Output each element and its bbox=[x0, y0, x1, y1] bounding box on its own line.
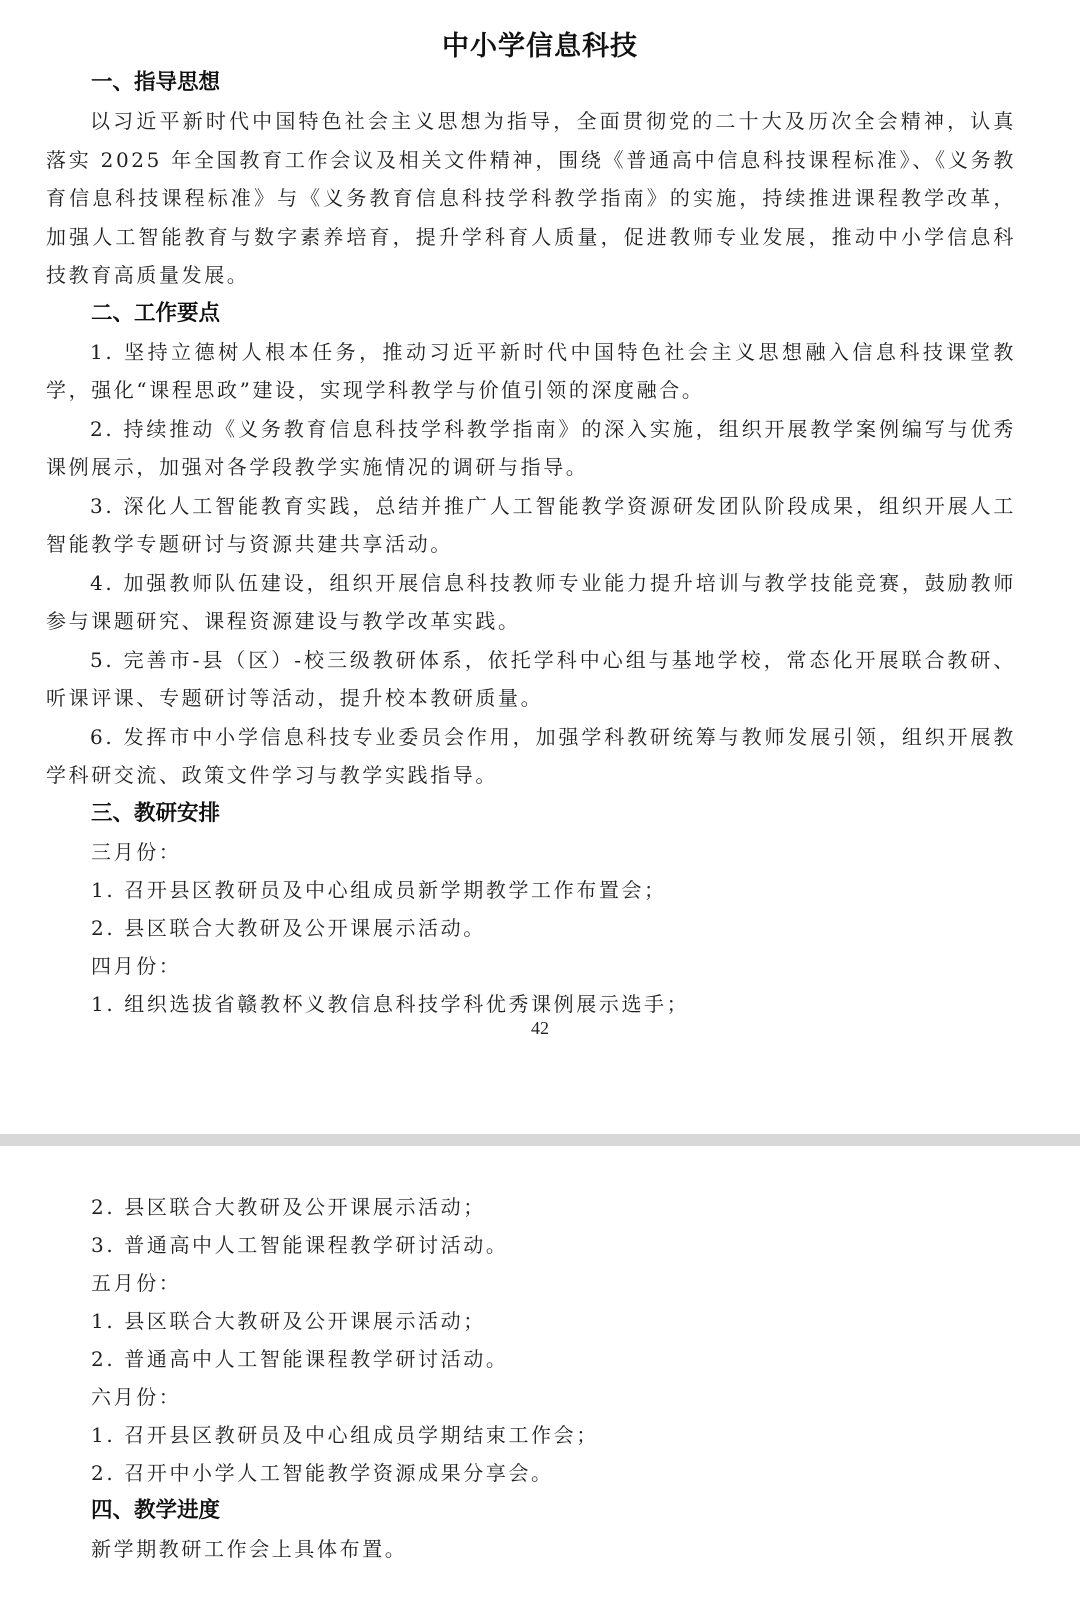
schedule-item: 2. 县区联合大教研及公开课展示活动； bbox=[91, 1195, 486, 1219]
month-label-june: 六月份： bbox=[91, 1385, 182, 1409]
page-separator bbox=[0, 1134, 1080, 1146]
teaching-progress-text: 新学期教研工作会上具体布置。 bbox=[91, 1537, 408, 1561]
schedule-item: 1. 召开县区教研员及中心组成员学期结束工作会； bbox=[91, 1423, 599, 1447]
guiding-ideology-paragraph: 以习近平新时代中国特色社会主义思想为指导，全面贯彻党的二十大及历次全会精神，认真落实 2025 年全国教育工作会议及相关文件精神，围绕《普通高中信息科技课程标准》、《义务教育信息科技课程标准》与《义务教育信息科技学科教学指南》的实施，持续推进课程教学改革，加强人工智能教育与数字素养培育，提升学科育人质量，促进教师专业发展，推动中小学信息科技教育高质量发展。 bbox=[46, 109, 1016, 287]
schedule-item: 3. 普通高中人工智能课程教学研讨活动。 bbox=[91, 1233, 509, 1257]
work-point-item: 4. 加强教师队伍建设，组织开展信息科技教师专业能力提升培训与教学技能竞赛，鼓励教师参与课题研究、课程资源建设与教学改革实践。 bbox=[46, 570, 1016, 633]
page-2-body bbox=[46, 1188, 1016, 1568]
schedule-item: 2. 县区联合大教研及公开课展示活动。 bbox=[91, 915, 486, 940]
schedule-item: 1. 组织选拔省赣教杯义教信息科技学科优秀课例展示选手； bbox=[91, 991, 690, 1016]
schedule-item: 2. 普通高中人工智能课程教学研讨活动。 bbox=[91, 1347, 509, 1371]
month-label-march: 三月份： bbox=[91, 839, 182, 864]
section-heading-work-points: 二、工作要点 bbox=[91, 300, 221, 326]
work-point-item: 1. 坚持立德树人根本任务，推动习近平新时代中国特色社会主义思想融入信息科技课堂教学，强化“课程思政”建设，实现学科教学与价值引领的深度融合。 bbox=[46, 339, 1016, 402]
page-number: 42 bbox=[531, 1018, 549, 1038]
month-label-april: 四月份： bbox=[91, 953, 182, 978]
section-heading-guiding-ideology: 一、指导思想 bbox=[91, 70, 221, 95]
section-heading-teaching-progress: 四、教学进度 bbox=[91, 1498, 221, 1523]
section-heading-research-schedule: 三、教研安排 bbox=[91, 800, 221, 826]
document-page-2 bbox=[0, 1146, 1080, 1609]
work-point-item: 6. 发挥市中小学信息科技专业委员会作用，加强学科教研统筹与教师发展引领，组织开展教学科研交流、政策文件学习与教学实践指导。 bbox=[46, 724, 1016, 787]
work-point-item: 2. 持续推动《义务教育信息科技学科教学指南》的深入实施，组织开展教学案例编写与优秀课例展示，加强对各学段教学实施情况的调研与指导。 bbox=[46, 416, 1016, 479]
page-1-body bbox=[46, 64, 1016, 1023]
schedule-item: 1. 召开县区教研员及中心组成员新学期教学工作布置会； bbox=[91, 877, 667, 902]
work-point-item: 3. 深化人工智能教育实践，总结并推广人工智能教学资源研发团队阶段成果，组织开展人工智能教学专题研讨与资源共建共享活动。 bbox=[46, 493, 1016, 556]
month-label-may: 五月份： bbox=[91, 1271, 182, 1295]
document-title: 中小学信息科技 bbox=[442, 31, 638, 62]
schedule-item: 1. 县区联合大教研及公开课展示活动； bbox=[91, 1309, 486, 1333]
work-point-item: 5. 完善市-县（区）-校三级教研体系，依托学科中心组与基地学校，常态化开展联合教研、听课评课、专题研讨等活动，提升校本教研质量。 bbox=[46, 647, 1016, 710]
schedule-item: 2. 召开中小学人工智能教学资源成果分享会。 bbox=[91, 1461, 554, 1485]
